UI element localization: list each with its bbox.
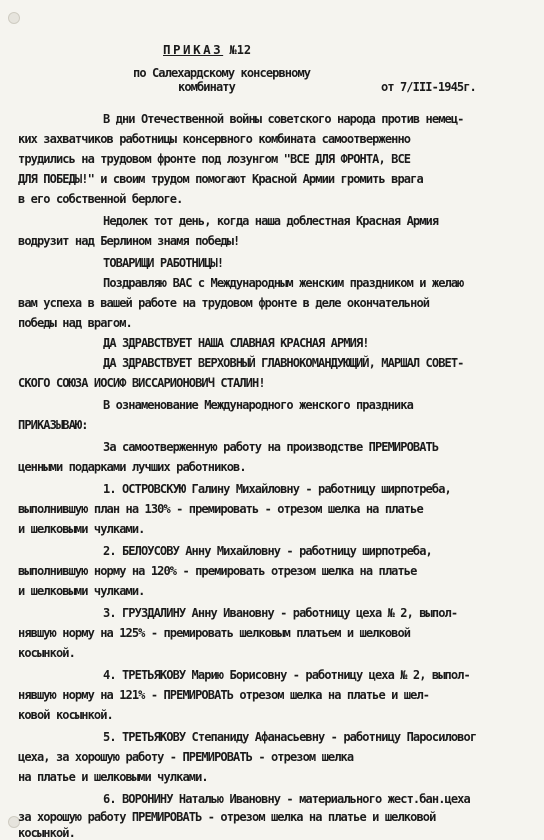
- punch-hole: [8, 12, 20, 24]
- greeting: ТОВАРИЩИ РАБОТНИЦЫ!: [103, 256, 224, 270]
- paragraph-line: водрузит над Берлином знамя победы!: [18, 234, 240, 248]
- paragraph-line: ДЛЯ ПОБЕДЫ!" и своим трудом помогают Красной Армии громить врага: [18, 172, 423, 186]
- organization-line-2: комбинату: [178, 80, 235, 94]
- paragraph-line: В дни Отечественной войны советского народа против немец-: [103, 112, 464, 126]
- award-item-line: и шелковыми чулками.: [18, 522, 145, 536]
- award-item-line: косынкой.: [18, 826, 75, 840]
- slogan: ДА ЗДРАВСТВУЕТ НАША СЛАВНАЯ КРАСНАЯ АРМИЯ!: [103, 336, 369, 350]
- paragraph-line: ких захватчиков работницы консервного комбината самоотверженно: [18, 132, 411, 146]
- award-item-line: 2. БЕЛОУСОВУ Анну Михайловну - работницу ширпотреба,: [103, 544, 432, 558]
- award-item-line: 4. ТРЕТЬЯКОВУ Марию Борисовну - работницу цеха № 2, выпол-: [103, 668, 470, 682]
- award-item-line: на платье и шелковыми чулками.: [18, 770, 208, 784]
- paragraph-line: В ознаменование Международного женского праздника: [103, 398, 413, 412]
- award-item-line: и шелковыми чулками.: [18, 584, 145, 598]
- organization-line-1: по Салехардскому консервному: [133, 66, 311, 80]
- order-date: от 7/III-1945г.: [381, 80, 476, 94]
- award-item-line: выполнившую план на 130% - премировать - отрезом шелка на платье: [18, 502, 423, 516]
- award-item-line: косынкой.: [18, 646, 75, 660]
- paragraph-line: Поздравляю ВАС с Международным женским праздником и желаю: [103, 276, 464, 290]
- award-item-line: нявшую норму на 121% - ПРЕМИРОВАТЬ отрезом шелка на платье и шел-: [18, 688, 430, 702]
- award-item-line: нявшую норму на 125% - премировать шелковым платьем и шелковой: [18, 626, 411, 640]
- paragraph-line: победы над врагом.: [18, 316, 132, 330]
- paragraph-line: ценными подарками лучших работников.: [18, 460, 246, 474]
- order-title: ПРИКАЗ: [163, 42, 224, 57]
- paragraph-line: За самоотверженную работу на производстве ПРЕМИРОВАТЬ: [103, 440, 439, 454]
- order-heading: [163, 42, 251, 57]
- award-item-line: 3. ГРУЗДАЛИНУ Анну Ивановну - работницу цеха № 2, выпол-: [103, 606, 458, 620]
- award-item-line: цеха, за хорошую работу - ПРЕМИРОВАТЬ - отрезом шелка: [18, 750, 354, 764]
- slogan: СКОГО СОЮЗА ИОСИФ ВИССАРИОНОВИЧ СТАЛИН!: [18, 376, 265, 390]
- award-item-line: 5. ТРЕТЬЯКОВУ Степаниду Афанасьевну - работницу Паросиловог: [103, 730, 477, 744]
- paragraph-line: вам успеха в вашей работе на трудовом фронте в деле окончательной: [18, 296, 430, 310]
- award-item-line: 6. ВОРОНИНУ Наталью Ивановну - материального жест.бан.цеха: [103, 792, 470, 806]
- paragraph-line: ПРИКАЗЫВАЮ:: [18, 418, 88, 432]
- paragraph-line: Недолек тот день, когда наша доблестная Красная Армия: [103, 214, 439, 228]
- award-item-line: ковой косынкой.: [18, 708, 113, 722]
- award-item-line: за хорошую работу ПРЕМИРОВАТЬ - отрезом шелка на платье и шелковой: [18, 810, 436, 824]
- award-item-line: 1. ОСТРОВСКУЮ Галину Михайловну - работницу ширпотреба,: [103, 482, 451, 496]
- award-item-line: выполнившую норму на 120% - премировать отрезом шелка на платье: [18, 564, 417, 578]
- order-number: №12: [229, 43, 252, 57]
- slogan: ДА ЗДРАВСТВУЕТ ВЕРХОВНЫЙ ГЛАВНОКОМАНДУЮЩИЙ, МАРШАЛ СОВЕТ-: [103, 356, 464, 370]
- paragraph-line: в его собственной берлоге.: [18, 192, 183, 206]
- paragraph-line: трудились на трудовом фронте под лозунгом "ВСЕ ДЛЯ ФРОНТА, ВСЕ: [18, 152, 411, 166]
